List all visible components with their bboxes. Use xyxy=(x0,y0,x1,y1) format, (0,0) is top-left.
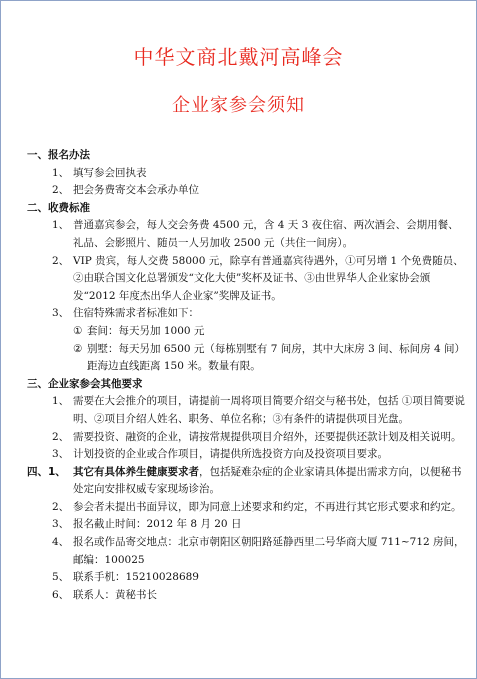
item-number: 3、 xyxy=(52,518,70,531)
item-number: 1、 xyxy=(52,219,70,232)
list-item xyxy=(27,499,467,517)
item-text: VIP 贵宾，每人交费 58000 元，除享有普通嘉宾待遇外，①可另增 1 个免费随员、②由联合国文化总署颁发“文化大使”奖杯及证书、③由世界华人企业家协会颁发“2012 年度杰出华人企业家”奖牌及证书。 xyxy=(73,254,464,302)
list-item xyxy=(27,217,467,252)
item-number: 2、 xyxy=(52,430,70,443)
section-heading-other-requirements: 三、企业家参会其他要求 xyxy=(27,377,143,390)
item-number: 2、 xyxy=(52,254,70,267)
item-text: 把会务费寄交本会承办单位 xyxy=(73,184,199,197)
section-four-first-item xyxy=(27,464,467,499)
contact-phone-text: 联系手机：15210028689 xyxy=(73,571,199,584)
list-item xyxy=(27,516,467,534)
item-number: 2、 xyxy=(52,184,70,197)
item-number: 3、 xyxy=(52,448,70,461)
item-number: 4、 xyxy=(52,536,70,549)
list-item xyxy=(27,429,467,447)
item-number: 5、 xyxy=(52,571,70,584)
list-item xyxy=(27,253,467,306)
list-item xyxy=(27,587,467,605)
sub-item xyxy=(27,341,467,376)
sub-item-marker: ② xyxy=(73,342,83,355)
item-text xyxy=(73,466,462,496)
sub-item-text: 套间：每天另加 1000 元 xyxy=(87,324,205,337)
list-item xyxy=(27,446,467,464)
document-body xyxy=(27,147,467,604)
item-text: 普通嘉宾参会，每人交会务费 4500 元，含 4 天 3 夜住宿、两次酒会、会期用餐、礼品、会影照片、随员一人另加收 2500 元（共住一间房）。 xyxy=(73,219,459,249)
section-heading-registration: 一、报名办法 xyxy=(27,149,90,161)
page-title: 中华文商北戴河高峰会 xyxy=(133,45,344,69)
item-number: 1、 xyxy=(52,395,70,408)
sub-item-text: 别墅：每天另加 6500 元（每栋别墅有 7 间房，其中大床房 3 间、标间房 4 间）距海边直线距离 150 米。数量有限。 xyxy=(87,342,465,373)
contact-person-text: 联系人：黄秘书长 xyxy=(73,588,157,601)
health-requirement-text: ，包括疑难杂症的企业家请具体提出需求方向，以便秘书处定向安排权威专家现场诊治。 xyxy=(73,465,462,496)
health-requirement-emphasis: 其它有具体养生健康要求者 xyxy=(73,465,199,478)
item-number: 2、 xyxy=(52,500,70,513)
deadline-text: 报名截止时间：2012 年 8 月 20 日 xyxy=(73,518,242,531)
list-item xyxy=(27,305,467,323)
section-heading-four: 四、1、 xyxy=(27,465,66,478)
list-item xyxy=(27,569,467,587)
item-number: 3、 xyxy=(52,307,70,320)
item-number: 6、 xyxy=(52,588,70,601)
list-item xyxy=(27,165,467,183)
item-text: 住宿特殊需求者标准如下： xyxy=(73,307,199,320)
address-text: 报名或作品寄交地点：北京市朝阳区朝阳路延静西里二号华商大厦 711~712 房间，邮编：100025 xyxy=(73,536,465,566)
list-item xyxy=(27,534,467,569)
item-text: 填写参会回执表 xyxy=(73,166,147,179)
item-text: 需要投资、融资的企业，请按常规提供项目介绍外，还要提供还款计划及相关说明。 xyxy=(73,430,462,443)
sub-item-marker: ① xyxy=(73,324,83,337)
list-item xyxy=(27,182,467,200)
item-text: 参会者未提出书面异议，即为同意上述要求和约定，不再进行其它形式要求和约定。 xyxy=(73,500,462,513)
item-number: 1、 xyxy=(52,166,70,179)
item-text: 需要在大会推介的项目，请提前一周将项目简要介绍交与秘书处，包括 ①项目简要说明、②项目介绍人姓名、职务、单位名称；③有条件的请提供项目光盘。 xyxy=(73,395,465,425)
sub-item xyxy=(27,323,467,341)
page-subtitle: 企业家参会须知 xyxy=(172,95,305,116)
list-item xyxy=(27,393,467,428)
section-heading-fees: 二、收费标准 xyxy=(27,201,90,214)
item-text: 计划投资的企业或合作项目，请提供所选投资方向及投资项目要求。 xyxy=(73,448,388,461)
